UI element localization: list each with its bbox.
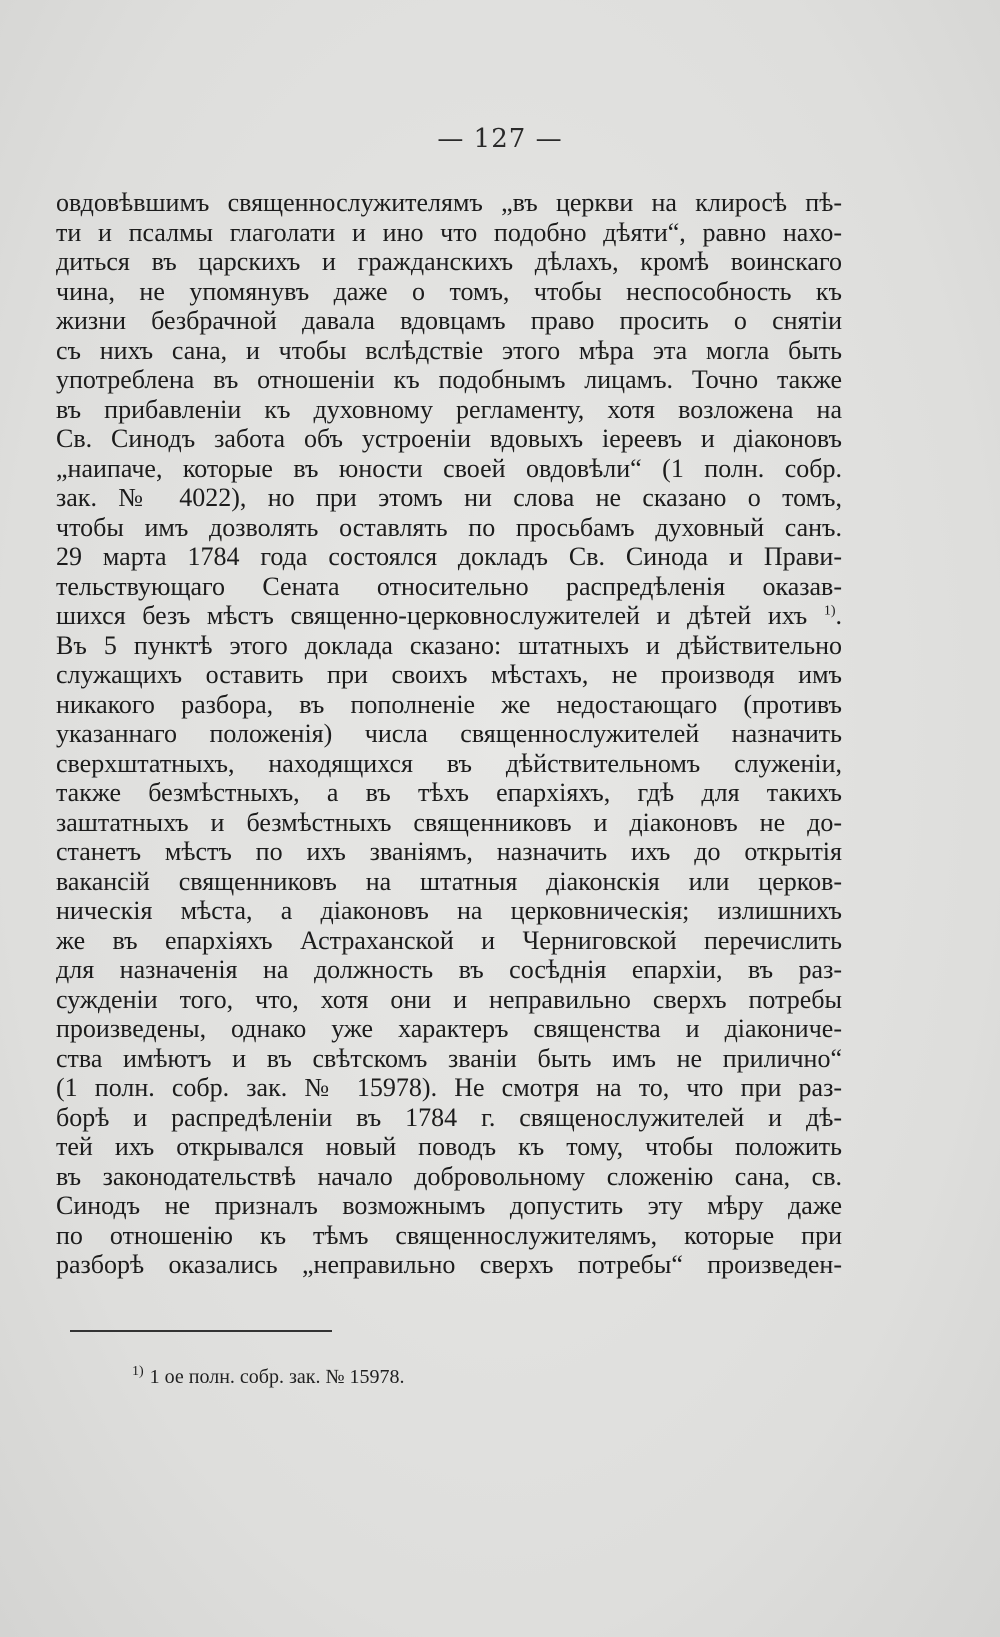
text-line: „наипаче, которые въ юности своей овдовѣли“ (1 полн. собр. — [56, 453, 842, 483]
text-line: тей ихъ открывался новый поводъ къ тому, чтобы положить — [56, 1132, 842, 1161]
footnote — [132, 1366, 405, 1389]
text-line: заштатныхъ и безмѣстныхъ священниковъ и діаконовъ не до- — [56, 807, 842, 837]
text-line: сверхштатныхъ, находящихся въ дѣйствительномъ служеніи, — [56, 748, 842, 778]
text-line-with-footnote-ref: шихся безъ мѣстъ священно-церковнослужителей и дѣтей ихъ $^{1)}$. — [56, 601, 843, 630]
text-line: жизни безбрачной давала вдовцамъ право просить о снятіи — [56, 306, 842, 335]
footnote-reference: 1) — [823, 603, 836, 619]
text-line: ти и псалмы глаголати и ино что подобно дѣяти“, равно нахо- — [56, 217, 842, 247]
text-line: ства имѣютъ и въ свѣтскомъ званіи быть имъ не прилично“ — [56, 1043, 842, 1073]
text-line: также безмѣстныхъ, а въ тѣхъ епархіяхъ, гдѣ для такихъ — [56, 778, 842, 807]
text-line: Синодъ не призналъ возможнымъ допустить эту мѣру даже — [56, 1191, 842, 1220]
text-line: борѣ и распредѣленіи въ 1784 г. священослужителей и дѣ- — [56, 1102, 842, 1132]
text-line: указаннаго положенія) числа священнослужителей назначить — [56, 719, 842, 748]
text-line: шихся безъ мѣстъ священно-церковнослужителей и дѣтей ихъ — [56, 601, 808, 630]
footnote-text: 1 ое полн. собр. зак. № 15978. — [149, 1366, 405, 1388]
footnote-mark: 1) — [132, 1364, 144, 1380]
text-line: съ нихъ сана, и чтобы вслѣдствіе этого мѣра эта могла быть — [56, 335, 842, 365]
text-line: разборѣ оказались „неправильно сверхъ потребы“ произведен- — [56, 1250, 842, 1279]
text-line: употреблена въ отношеніи къ подобнымъ лицамъ. Точно также — [56, 365, 842, 394]
text-line: для назначенія на должность въ сосѣднія епархіи, въ раз- — [56, 955, 842, 984]
text-line: же въ епархіяхъ Астраханской и Черниговской перечислить — [56, 925, 842, 955]
text-line: Въ 5 пунктѣ этого доклада сказано: штатныхъ и дѣйствительно — [56, 630, 842, 660]
text-line: зак. № 4022), но при этомъ ни слова не сказано о томъ, — [56, 483, 842, 512]
text-line: 29 марта 1784 года состоялся докладъ Св. Синода и Прави- — [56, 542, 842, 571]
footnote-divider — [70, 1330, 332, 1332]
text-line: чтобы имъ дозволять оставлять по просьбамъ духовный санъ. — [56, 512, 842, 542]
text-line: овдовѣвшимъ священнослужителямъ „въ церкви на клиросѣ пѣ- — [56, 188, 842, 217]
body-text — [56, 188, 842, 1280]
text-line: тельствующаго Сената относительно распредѣленія оказав- — [56, 571, 842, 601]
text-line: (1 полн. собр. зак. № 15978). Не смотря на то, что при раз- — [56, 1073, 842, 1102]
text-line: служащихъ оставить при своихъ мѣстахъ, не производя имъ — [56, 660, 842, 689]
text-line: въ прибавленіи къ духовному регламенту, хотя возложена на — [56, 394, 842, 424]
text-line: сужденіи того, что, хотя они и неправильно сверхъ потребы — [56, 984, 842, 1014]
text-line: въ законодательствѣ начало добровольному сложенію сана, св. — [56, 1161, 842, 1191]
text-line: никакого разбора, въ пополненіе же недостающаго (противъ — [56, 689, 842, 719]
text-line: Св. Синодъ забота объ устроеніи вдовыхъ іереевъ и діаконовъ — [56, 424, 842, 453]
text-line: ническія мѣста, а діаконовъ на церковническія; излишнихъ — [56, 896, 842, 925]
text-line: по отношенію къ тѣмъ священнослужителямъ, которые при — [56, 1220, 842, 1250]
text-line: станетъ мѣстъ по ихъ званіямъ, назначить ихъ до открытія — [56, 837, 842, 866]
text-line: диться въ царскихъ и гражданскихъ дѣлахъ, кромѣ воинскаго — [56, 247, 842, 276]
text-line: вакансій священниковъ на штатныя діаконскія или церков- — [56, 866, 842, 896]
text-line: произведены, однако уже характеръ священства и діакониче- — [56, 1014, 842, 1043]
page-number: — 127 — — [437, 124, 563, 154]
text-line: чина, не упомянувъ даже о томъ, чтобы неспособность къ — [56, 276, 842, 306]
